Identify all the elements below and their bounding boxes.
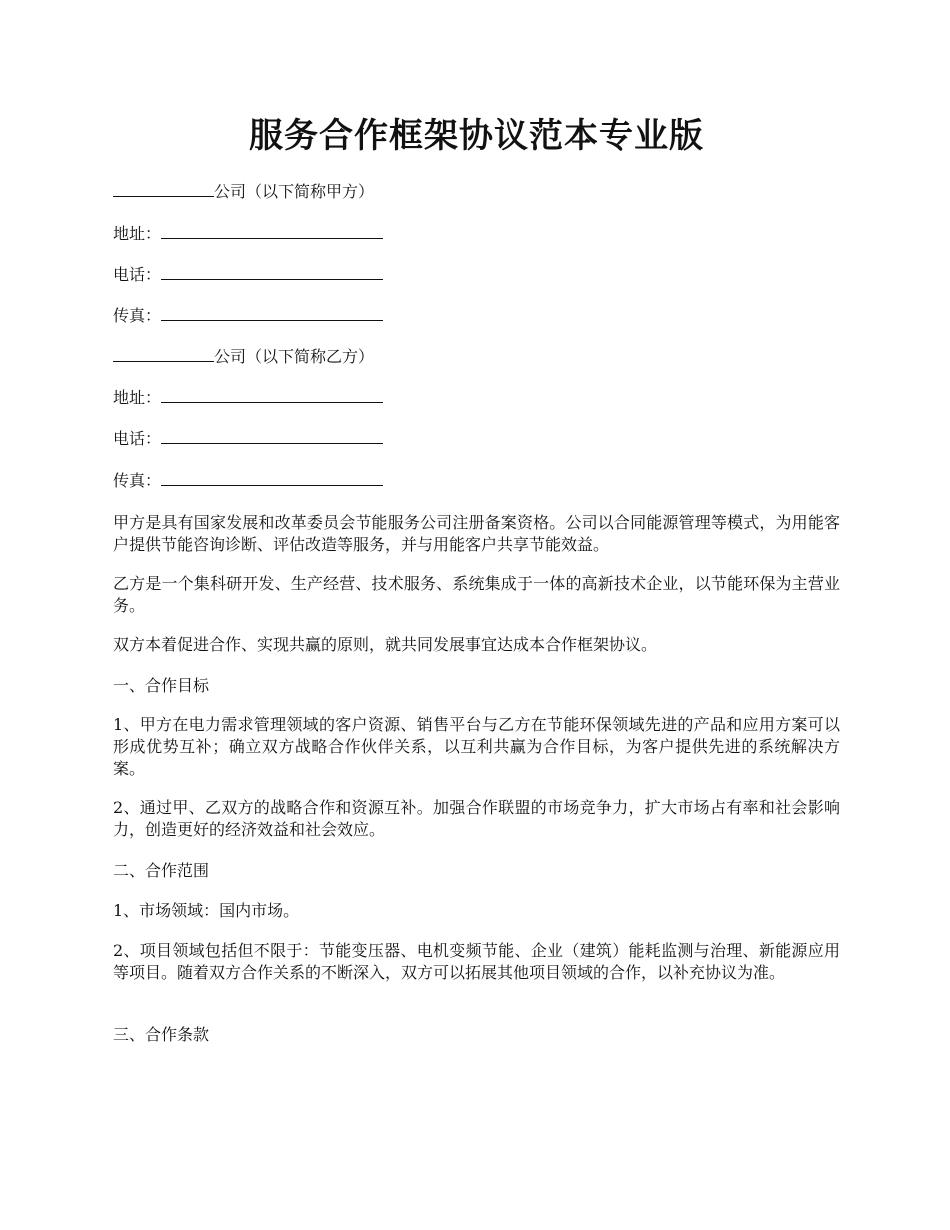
party-b-company-label: 公司（以下简称乙方）: [214, 347, 375, 366]
party-b-address-line: [113, 387, 840, 409]
paragraph-scope-1: 1、市场领域：国内市场。: [113, 901, 300, 920]
party-b-address-blank[interactable]: [161, 387, 383, 403]
party-a-address-label: 地址：: [113, 224, 162, 243]
paragraph-scope-2: 2、项目领域包括但不限于：节能变压器、电机变频节能、企业（建筑）能耗监测与治理、新能源应用等项目。随着双方合作关系的不断深入，双方可以拓展其他项目领域的合作，以补充协议为准。: [113, 941, 840, 982]
party-b-phone-blank[interactable]: [161, 428, 383, 444]
party-b-company-line: [113, 346, 840, 368]
section-heading-terms: 三、合作条款: [113, 1025, 210, 1044]
party-b-address-label: 地址：: [113, 388, 162, 407]
paragraph-goal-2: 2、通过甲、乙双方的战略合作和资源互补。加强合作联盟的市场竞争力，扩大市场占有率和社会影响力，创造更好的经济效益和社会效应。: [113, 798, 840, 839]
paragraph-goal-1: 1、甲方在电力需求管理领域的客户资源、销售平台与乙方在节能环保领域先进的产品和应用方案可以形成优势互补；确立双方战略合作伙伴关系，以互利共赢为合作目标，为客户提供先进的系统解决方案。: [113, 715, 840, 778]
party-a-company-line: [113, 181, 840, 203]
paragraph-party-a-intro: 甲方是具有国家发展和改革委员会节能服务公司注册备案资格。公司以合同能源管理等模式，为用能客户提供节能咨询诊断、评估改造等服务，并与用能客户共享节能效益。: [113, 513, 840, 554]
document-title: 服务合作框架协议范本专业版: [249, 116, 704, 156]
party-a-name-blank[interactable]: [113, 181, 214, 197]
paragraph-party-b-intro: 乙方是一个集科研开发、生产经营、技术服务、系统集成于一体的高新技术企业，以节能环保为主营业务。: [113, 574, 840, 615]
party-a-address-line: [113, 223, 840, 245]
party-b-phone-line: [113, 428, 840, 450]
party-a-company-label: 公司（以下简称甲方）: [214, 182, 375, 201]
party-b-fax-line: [113, 470, 840, 492]
party-b-phone-label: 电话：: [113, 429, 162, 448]
party-a-fax-label: 传真：: [113, 306, 162, 325]
party-a-fax-blank[interactable]: [161, 305, 383, 321]
party-a-phone-blank[interactable]: [161, 264, 383, 280]
party-a-phone-line: [113, 264, 840, 286]
party-b-fax-blank[interactable]: [161, 470, 383, 486]
paragraph-principle: 双方本着促进合作、实现共赢的原则，就共同发展事宜达成本合作框架协议。: [113, 635, 658, 654]
party-a-address-blank[interactable]: [161, 223, 383, 239]
party-a-phone-label: 电话：: [113, 265, 162, 284]
party-b-fax-label: 传真：: [113, 471, 162, 490]
party-a-fax-line: [113, 305, 840, 327]
section-heading-goals: 一、合作目标: [113, 676, 210, 695]
party-b-name-blank[interactable]: [113, 346, 214, 362]
section-heading-scope: 二、合作范围: [113, 861, 210, 880]
